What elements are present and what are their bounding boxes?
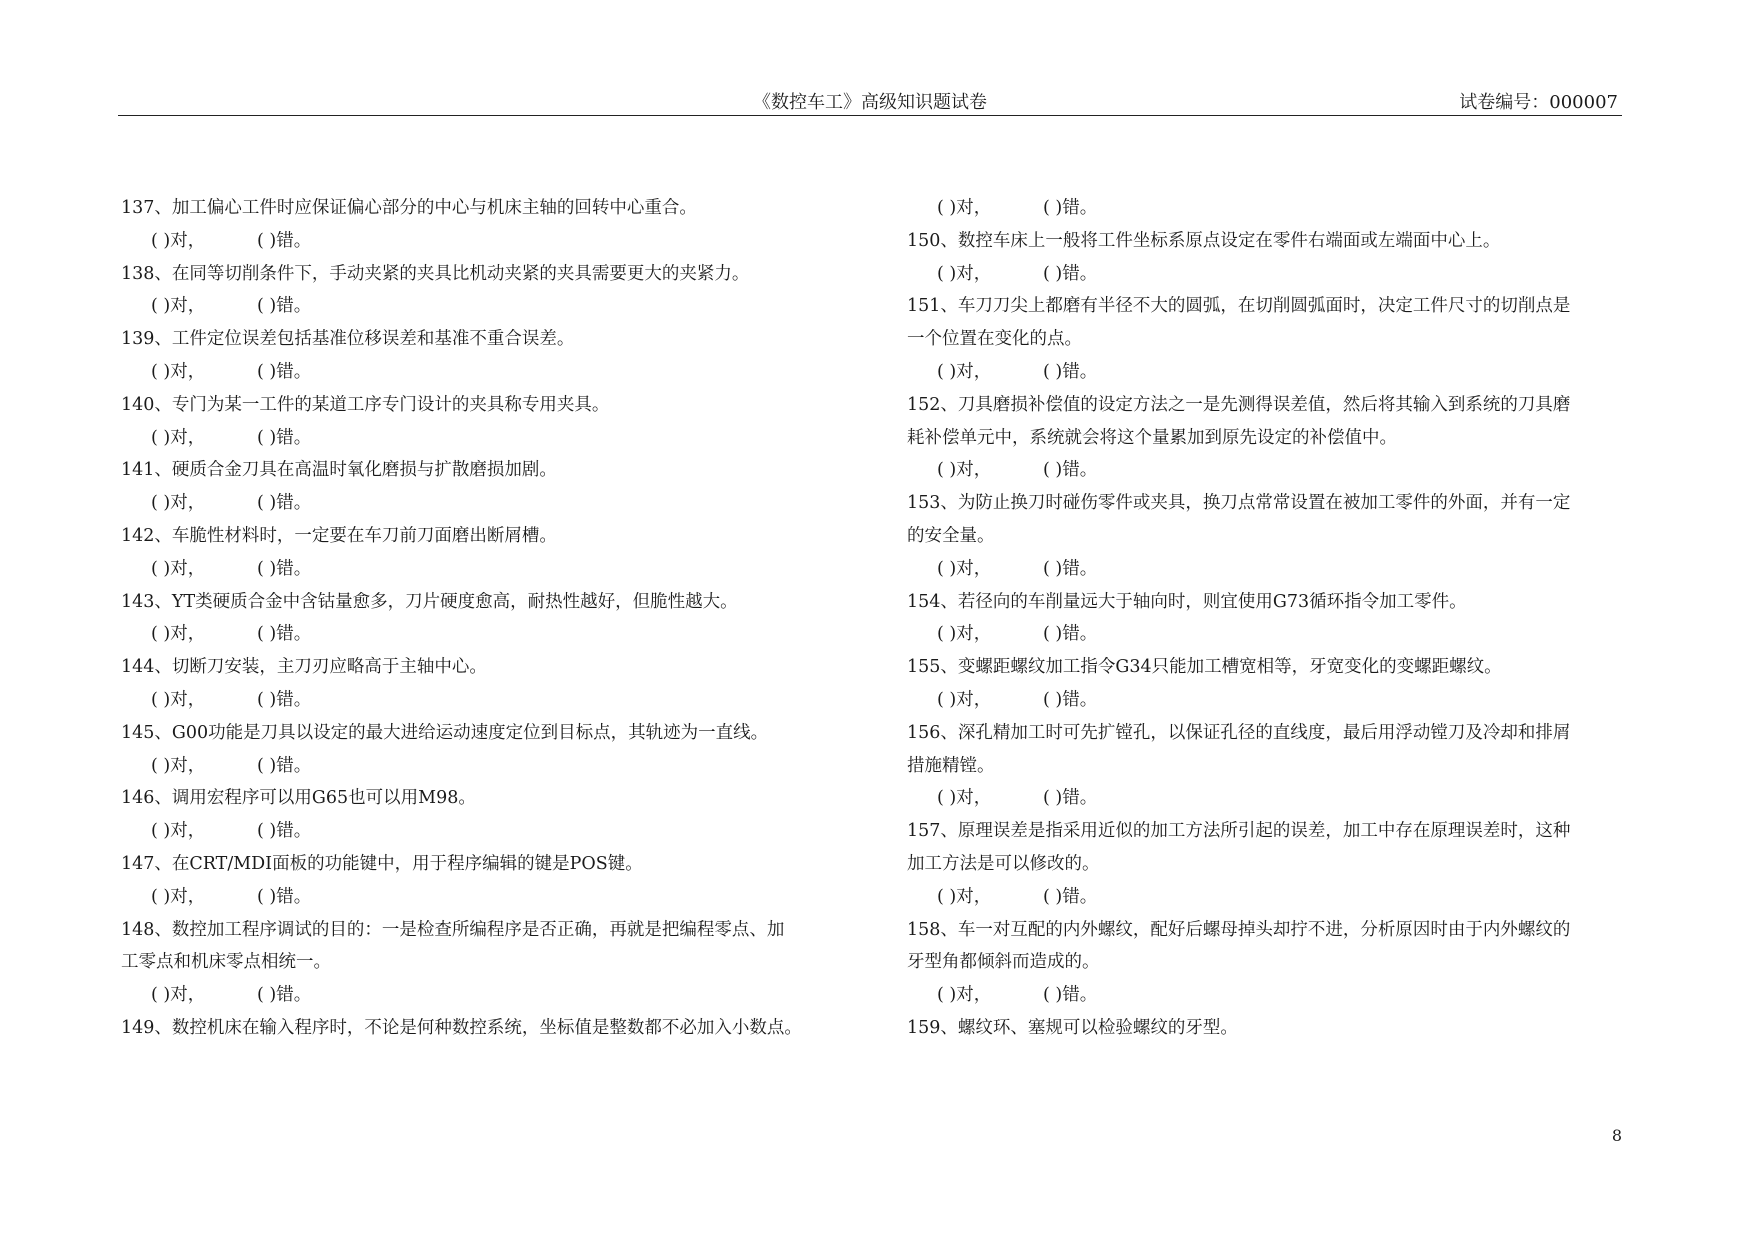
answer-options (907, 618, 1627, 651)
answer-options (121, 684, 841, 717)
answer-options (121, 881, 841, 914)
question-text: 152、刀具磨损补偿值的设定方法之一是先测得误差值，然后将其输入到系统的刀具磨 (907, 394, 1571, 415)
question-text: 138、在同等切削条件下，手动夹紧的夹具比机动夹紧的夹具需要更大的夹紧力。 (121, 263, 750, 284)
true-option[interactable]: ( )对， (151, 624, 206, 645)
question-text-continued: 耗补偿单元中，系统就会将这个量累加到原先设定的补偿值中。 (907, 427, 1397, 448)
question-text: 159、螺纹环、塞规可以检验螺纹的牙型。 (907, 1017, 1238, 1038)
answer-options (907, 782, 1627, 815)
false-option[interactable]: ( )错。 (257, 821, 312, 842)
question-text-continued: 加工方法是可以修改的。 (907, 853, 1100, 874)
true-option[interactable]: ( )对， (151, 985, 206, 1006)
answer-options (121, 422, 841, 455)
answer-options (907, 454, 1627, 487)
answer-options (907, 979, 1627, 1012)
answer-options (121, 487, 841, 520)
question-text: 156、深孔精加工时可先扩镗孔，以保证孔径的直线度，最后用浮动镗刀及冷却和排屑 (907, 722, 1571, 743)
answer-options (121, 618, 841, 651)
question-text: 155、变螺距螺纹加工指令G34只能加工槽宽相等，牙宽变化的变螺距螺纹。 (907, 657, 1502, 678)
answer-options (907, 258, 1627, 291)
true-option[interactable]: ( )对， (937, 689, 992, 710)
true-option[interactable]: ( )对， (937, 624, 992, 645)
true-option[interactable]: ( )对， (937, 985, 992, 1006)
true-option[interactable]: ( )对， (937, 361, 992, 382)
left-question-column (121, 192, 841, 1045)
question-text: 137、加工偏心工件时应保证偏心部分的中心与机床主轴的回转中心重合。 (121, 198, 697, 218)
question-text-continued: 措施精镗。 (907, 755, 995, 776)
false-option[interactable]: ( )错。 (1043, 263, 1098, 284)
answer-options (907, 553, 1627, 586)
false-option[interactable]: ( )错。 (257, 558, 312, 579)
question-text: 144、切断刀安装，主刀刃应略高于主轴中心。 (121, 657, 487, 678)
true-option[interactable]: ( )对， (151, 230, 206, 251)
false-option[interactable]: ( )错。 (1043, 558, 1098, 579)
false-option[interactable]: ( )错。 (257, 985, 312, 1006)
question-text: 148、数控加工程序调试的目的：一是检查所编程序是否正确，再就是把编程零点、加 (121, 919, 785, 940)
true-option[interactable]: ( )对， (937, 263, 992, 284)
true-option[interactable]: ( )对， (151, 296, 206, 317)
question-text-continued: 工零点和机床零点相统一。 (121, 952, 331, 973)
page-header (118, 88, 1622, 118)
question-text: 145、G00功能是刀具以设定的最大进给运动速度定位到目标点，其轨迹为一直线。 (121, 722, 769, 743)
true-option[interactable]: ( )对， (937, 198, 992, 218)
false-option[interactable]: ( )错。 (257, 689, 312, 710)
question-text: 158、车一对互配的内外螺纹，配好后螺母掉头却拧不进，分析原因时由于内外螺纹的 (907, 919, 1571, 940)
header-divider (118, 115, 1622, 116)
false-option[interactable]: ( )错。 (1043, 788, 1098, 809)
false-option[interactable]: ( )错。 (1043, 689, 1098, 710)
false-option[interactable]: ( )错。 (1043, 198, 1098, 218)
answer-options (907, 881, 1627, 914)
true-option[interactable]: ( )对， (151, 821, 206, 842)
question-text-continued: 一个位置在变化的点。 (907, 329, 1082, 350)
answer-options (907, 356, 1627, 389)
page-number: 8 (1611, 1126, 1622, 1145)
answer-options (121, 750, 841, 783)
true-option[interactable]: ( )对， (151, 755, 206, 776)
true-option[interactable]: ( )对， (151, 427, 206, 448)
question-text: 143、YT类硬质合金中含钴量愈多，刀片硬度愈高，耐热性越好，但脆性越大。 (121, 591, 738, 612)
question-text: 146、调用宏程序可以用G65也可以用M98。 (121, 788, 476, 809)
question-text: 141、硬质合金刀具在高温时氧化磨损与扩散磨损加剧。 (121, 460, 557, 481)
true-option[interactable]: ( )对， (151, 689, 206, 710)
answer-options (907, 192, 1627, 225)
question-text: 142、车脆性材料时，一定要在车刀前刀面磨出断屑槽。 (121, 525, 557, 546)
true-option[interactable]: ( )对， (151, 493, 206, 514)
false-option[interactable]: ( )错。 (1043, 624, 1098, 645)
true-option[interactable]: ( )对， (151, 558, 206, 579)
true-option[interactable]: ( )对， (937, 460, 992, 481)
answer-options (907, 684, 1627, 717)
answer-options (121, 356, 841, 389)
false-option[interactable]: ( )错。 (257, 624, 312, 645)
question-text: 140、专门为某一工件的某道工序专门设计的夹具称专用夹具。 (121, 394, 610, 415)
answer-options (121, 225, 841, 258)
exam-code: 试卷编号：000007 (1459, 92, 1618, 113)
answer-options (121, 979, 841, 1012)
false-option[interactable]: ( )错。 (257, 755, 312, 776)
question-text: 147、在CRT/MDI面板的功能键中，用于程序编辑的键是POS键。 (121, 853, 643, 874)
answer-options (121, 815, 841, 848)
question-text: 149、数控机床在输入程序时，不论是何种数控系统，坐标值是整数都不必加入小数点。 (121, 1017, 802, 1038)
question-text-continued: 的安全量。 (907, 525, 995, 546)
false-option[interactable]: ( )错。 (257, 886, 312, 907)
question-text: 153、为防止换刀时碰伤零件或夹具，换刀点常常设置在被加工零件的外面，并有一定 (907, 493, 1571, 514)
false-option[interactable]: ( )错。 (1043, 361, 1098, 382)
false-option[interactable]: ( )错。 (1043, 886, 1098, 907)
false-option[interactable]: ( )错。 (257, 427, 312, 448)
true-option[interactable]: ( )对， (151, 886, 206, 907)
question-text: 151、车刀刀尖上都磨有半径不大的圆弧，在切削圆弧面时，决定工件尺寸的切削点是 (907, 296, 1571, 317)
true-option[interactable]: ( )对， (937, 788, 992, 809)
false-option[interactable]: ( )错。 (1043, 985, 1098, 1006)
question-text: 139、工件定位误差包括基准位移误差和基准不重合误差。 (121, 329, 575, 350)
question-text: 154、若径向的车削量远大于轴向时，则宜使用G73循环指令加工零件。 (907, 591, 1467, 612)
question-text: 157、原理误差是指采用近似的加工方法所引起的误差，加工中存在原理误差时，这种 (907, 821, 1571, 842)
true-option[interactable]: ( )对， (937, 886, 992, 907)
false-option[interactable]: ( )错。 (257, 493, 312, 514)
true-option[interactable]: ( )对， (151, 361, 206, 382)
question-text: 150、数控车床上一般将工件坐标系原点设定在零件右端面或左端面中心上。 (907, 230, 1501, 251)
right-question-column (907, 192, 1627, 1045)
true-option[interactable]: ( )对， (937, 558, 992, 579)
question-text-continued: 牙型角都倾斜而造成的。 (907, 952, 1100, 973)
false-option[interactable]: ( )错。 (1043, 460, 1098, 481)
answer-options (121, 290, 841, 323)
false-option[interactable]: ( )错。 (257, 361, 312, 382)
false-option[interactable]: ( )错。 (257, 296, 312, 317)
exam-title: 《数控车工》高级知识题试卷 (753, 92, 987, 113)
answer-options (121, 553, 841, 586)
false-option[interactable]: ( )错。 (257, 230, 312, 251)
